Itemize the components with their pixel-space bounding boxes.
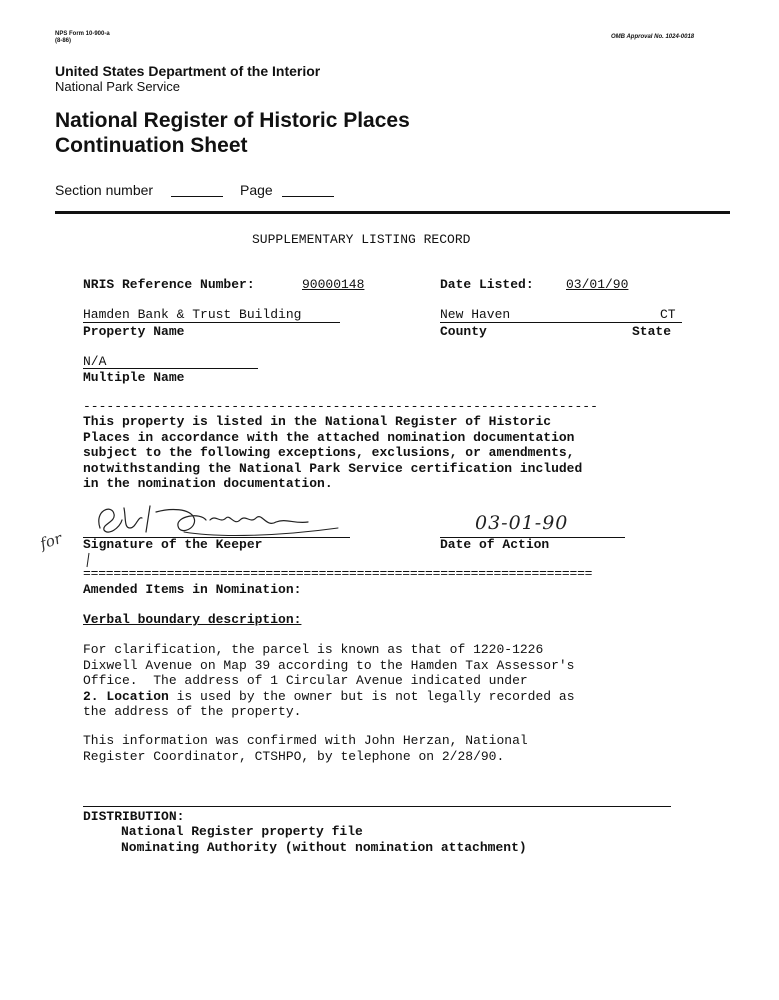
- distribution-heading: DISTRIBUTION:: [83, 809, 185, 824]
- date-listed-value: 03/01/90: [566, 277, 629, 292]
- distribution-item: Nominating Authority (without nomination attachment): [121, 840, 527, 855]
- multiple-name-label: Multiple Name: [83, 370, 185, 385]
- paragraph-line: Register Coordinator, CTSHPO, by telephone on 2/28/90.: [83, 748, 505, 764]
- section-number-blank: [171, 196, 223, 197]
- dash-rule: ------------------------------------------------------------------: [83, 399, 598, 414]
- omb-approval: OMB Approval No. 1024-0018: [611, 34, 695, 40]
- date-listed-label: Date Listed:: [440, 277, 534, 292]
- multiple-name-line: [83, 368, 258, 369]
- clarification-paragraph: [83, 642, 575, 720]
- property-name-line: [83, 322, 340, 323]
- record-heading: SUPPLEMENTARY LISTING RECORD: [252, 232, 471, 247]
- property-name-value: Hamden Bank & Trust Building: [83, 307, 302, 322]
- section-number-label: Section number: [55, 182, 154, 198]
- service-name: National Park Service: [55, 79, 180, 94]
- page-title: [55, 108, 410, 158]
- paragraph-line: the address of the property.: [83, 704, 302, 719]
- nris-value: 90000148: [302, 277, 365, 292]
- equals-rule: ===================================================================: [83, 566, 593, 581]
- title-line-1: National Register of Historic Places: [55, 109, 410, 132]
- paragraph-line: Dixwell Avenue on Map 39 according to the Hamden Tax Assessor's: [83, 657, 575, 673]
- paragraph-line: [83, 689, 575, 705]
- location-bold: 2. Location: [83, 688, 169, 704]
- multiple-name-value: N/A: [83, 354, 107, 369]
- statement-line: notwithstanding the National Park Service certification included: [83, 460, 583, 476]
- listing-statement: [83, 414, 582, 492]
- page-label: Page: [240, 182, 273, 198]
- form-number-line: NPS Form 10-900-a: [55, 31, 110, 37]
- location-line-rest: is used by the owner but is not legally recorded as: [168, 688, 575, 704]
- paragraph-line: For clarification, the parcel is known as that of 1220-1226: [83, 642, 544, 657]
- statement-line: Places in accordance with the attached nomination documentation: [83, 429, 575, 445]
- keeper-signature: [80, 498, 350, 542]
- signature-for-handwritten: for: [37, 529, 65, 553]
- signature-label: Signature of the Keeper: [83, 537, 263, 552]
- verbal-boundary-heading: Verbal boundary description:: [83, 612, 302, 627]
- distribution-item: National Register property file: [121, 824, 363, 839]
- property-name-label: Property Name: [83, 324, 185, 339]
- form-date-line: (8-86): [55, 38, 72, 44]
- paragraph-line: This information was confirmed with John Herzan, National: [83, 733, 528, 748]
- state-label: State: [632, 324, 672, 339]
- distribution-rule: [83, 806, 671, 807]
- state-value: CT: [660, 307, 676, 322]
- date-of-action-label: Date of Action: [440, 537, 550, 552]
- paragraph-line: Office. The address of 1 Circular Avenue indicated under: [83, 673, 528, 688]
- department-name: United States Department of the Interior: [55, 63, 321, 79]
- nris-label: NRIS Reference Number:: [83, 277, 255, 292]
- statement-line: in the nomination documentation.: [83, 476, 333, 491]
- form-number: [55, 31, 110, 45]
- date-of-action-handwritten: 03-01-90: [475, 512, 569, 534]
- amended-items-heading: Amended Items in Nomination:: [83, 582, 302, 597]
- page-number-blank: [282, 196, 334, 197]
- header-rule: [55, 211, 730, 214]
- statement-line: subject to the following exceptions, exclusions, or amendments,: [83, 445, 575, 460]
- title-line-2: Continuation Sheet: [55, 134, 248, 157]
- county-value: New Haven: [440, 307, 511, 322]
- statement-line: This property is listed in the National Register of Historic: [83, 414, 552, 429]
- confirmation-paragraph: [83, 733, 528, 764]
- county-label: County: [440, 324, 487, 339]
- county-state-line: [440, 322, 682, 323]
